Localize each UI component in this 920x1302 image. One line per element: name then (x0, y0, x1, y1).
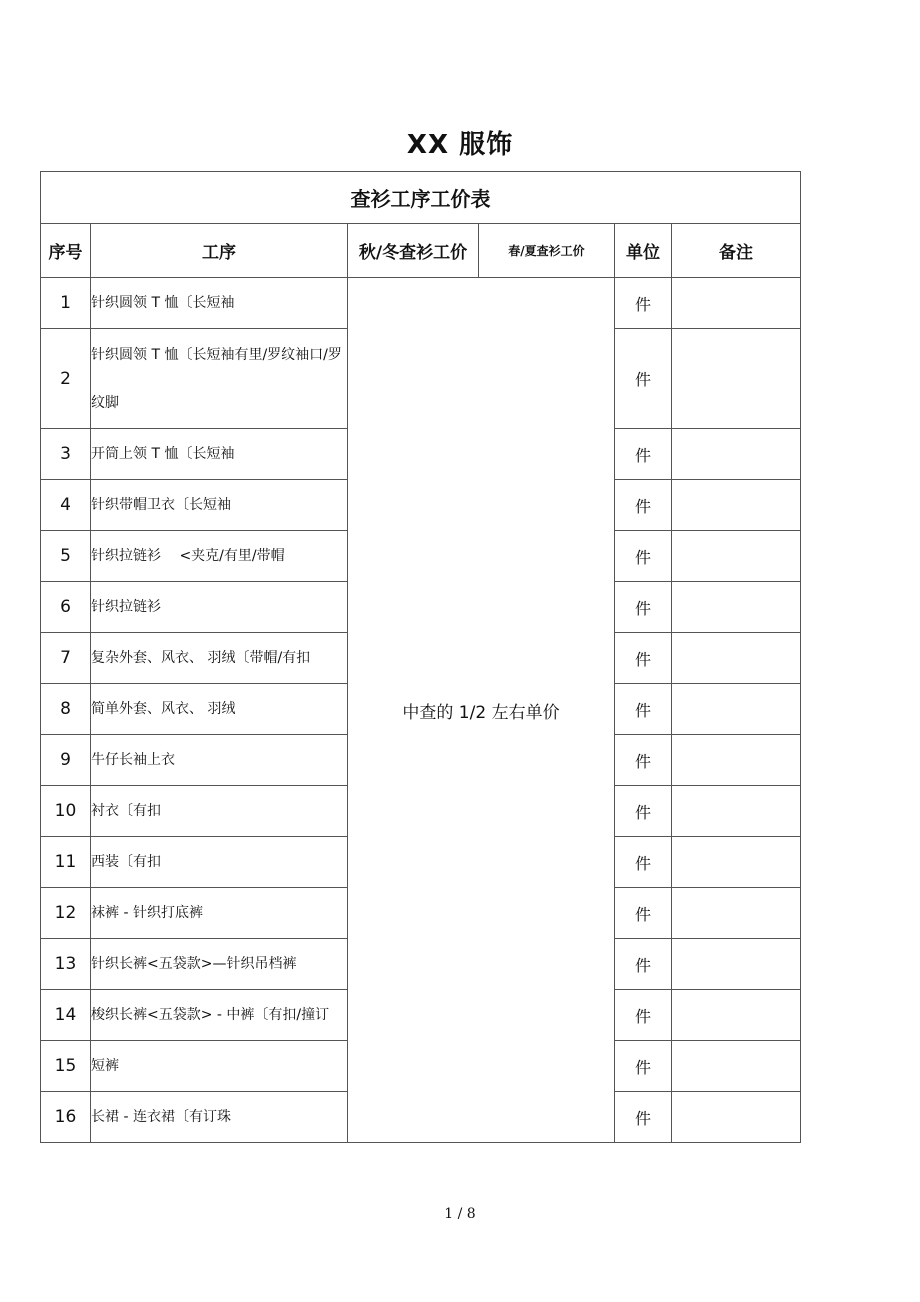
row-unit: 件 (615, 1092, 672, 1143)
row-process: 开筒上领 T 恤〔长短袖 (91, 429, 348, 480)
row-process: 针织带帽卫衣〔长短袖 (91, 480, 348, 531)
header-spring-summer-price: 春/夏查衫工价 (479, 224, 615, 278)
row-unit: 件 (615, 582, 672, 633)
row-no: 8 (41, 684, 91, 735)
row-unit: 件 (615, 429, 672, 480)
row-unit: 件 (615, 480, 672, 531)
row-no: 1 (41, 278, 91, 329)
merged-price-cell: 中查的 1/2 左右单价 (348, 278, 615, 1143)
row-remark (672, 531, 801, 582)
row-remark (672, 888, 801, 939)
header-process: 工序 (91, 224, 348, 278)
row-remark (672, 837, 801, 888)
row-process: 西装〔有扣 (91, 837, 348, 888)
row-remark (672, 1041, 801, 1092)
row-remark (672, 786, 801, 837)
row-remark (672, 1092, 801, 1143)
row-unit: 件 (615, 990, 672, 1041)
row-remark (672, 990, 801, 1041)
row-unit: 件 (615, 786, 672, 837)
row-no: 11 (41, 837, 91, 888)
row-process: 简单外套、风衣、 羽绒 (91, 684, 348, 735)
price-table (40, 171, 801, 1143)
row-unit: 件 (615, 329, 672, 429)
row-process: 长裙 - 连衣裙〔有订珠 (91, 1092, 348, 1143)
row-unit: 件 (615, 684, 672, 735)
row-unit: 件 (615, 278, 672, 329)
row-no: 10 (41, 786, 91, 837)
row-remark (672, 939, 801, 990)
row-no: 4 (41, 480, 91, 531)
row-remark (672, 684, 801, 735)
row-no: 3 (41, 429, 91, 480)
row-no: 7 (41, 633, 91, 684)
row-remark (672, 633, 801, 684)
document-title: XX 服饰 (406, 130, 514, 160)
row-process: 袜裤 - 针织打底裤 (91, 888, 348, 939)
row-remark (672, 429, 801, 480)
row-remark (672, 278, 801, 329)
row-remark (672, 735, 801, 786)
row-process: 针织拉链衫 <夹克/有里/带帽 (91, 531, 348, 582)
table-row (41, 278, 801, 329)
row-process: 针织拉链衫 (91, 582, 348, 633)
table-header-row (41, 224, 801, 278)
row-no: 16 (41, 1092, 91, 1143)
row-process: 梭织长裤<五袋款> - 中裤〔有扣/撞订 (91, 990, 348, 1041)
row-process: 牛仔长袖上衣 (91, 735, 348, 786)
row-no: 12 (41, 888, 91, 939)
row-unit: 件 (615, 531, 672, 582)
row-no: 6 (41, 582, 91, 633)
row-unit: 件 (615, 939, 672, 990)
row-process: 短裤 (91, 1041, 348, 1092)
row-unit: 件 (615, 633, 672, 684)
page-number: 1 / 8 (444, 1206, 476, 1222)
row-process: 针织圆领 T 恤〔长短袖 (91, 278, 348, 329)
row-unit: 件 (615, 735, 672, 786)
row-no: 5 (41, 531, 91, 582)
header-no: 序号 (41, 224, 91, 278)
row-no: 2 (41, 329, 91, 429)
row-unit: 件 (615, 888, 672, 939)
header-unit: 单位 (615, 224, 672, 278)
row-remark (672, 480, 801, 531)
row-process: 针织长裤<五袋款>—针织吊档裤 (91, 939, 348, 990)
row-remark (672, 329, 801, 429)
header-remark: 备注 (672, 224, 801, 278)
row-no: 14 (41, 990, 91, 1041)
row-unit: 件 (615, 1041, 672, 1092)
row-process: 衬衣〔有扣 (91, 786, 348, 837)
row-no: 9 (41, 735, 91, 786)
row-no: 13 (41, 939, 91, 990)
row-process: 复杂外套、风衣、 羽绒〔带帽/有扣 (91, 633, 348, 684)
row-remark (672, 582, 801, 633)
row-process: 针织圆领 T 恤〔长短袖有里/罗纹袖口/罗纹脚 (91, 329, 348, 429)
table-caption: 查衫工序工价表 (41, 172, 801, 224)
row-no: 15 (41, 1041, 91, 1092)
row-unit: 件 (615, 837, 672, 888)
header-autumn-winter-price: 秋/冬查衫工价 (348, 224, 479, 278)
